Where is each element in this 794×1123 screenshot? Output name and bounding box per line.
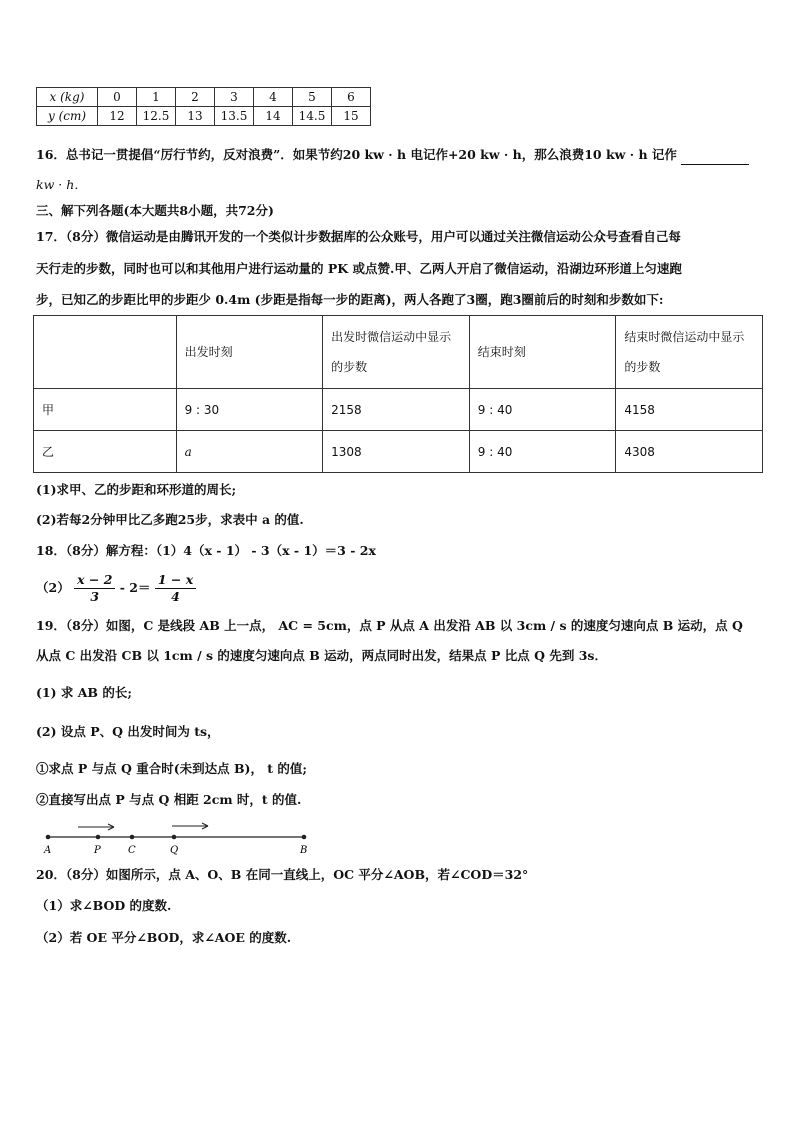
table-cell: 4308	[616, 431, 763, 473]
y-value-cell: 13.5	[215, 107, 254, 126]
part-label: （2）	[36, 580, 70, 595]
question-19-sub-1: (1) 求 AB 的长;	[36, 685, 132, 700]
question-19-line-2: 从点 C 出发沿 CB 以 1cm / s 的速度匀速向点 B 运动，两点同时出发，结果点 P 比点 Q 先到 3s．	[36, 648, 607, 663]
question-17-sub-2: (2)若每2分钟甲比乙多跑25步，求表中 a 的值.	[36, 512, 304, 527]
table-cell: 9 : 30	[176, 389, 323, 431]
y-value-cell: 12.5	[137, 107, 176, 126]
table-cell: 甲	[34, 389, 177, 431]
table-header-row	[34, 316, 763, 389]
table-header-cell: 出发时刻	[176, 316, 323, 389]
table-cell: 4158	[616, 389, 763, 431]
question-20-line-1: 20．（8分）如图所示，点 A、O、B 在同一直线上，OC 平分∠AOB，若∠COD＝32°	[36, 867, 529, 882]
table-cell: 9 : 40	[469, 431, 616, 473]
question-17-line-2: 天行走的步数，同时也可以和其他用户进行运动量的 PK 或点赞.甲、乙两人开启了微信运动，沿湖边环形道上匀速跑	[36, 261, 682, 276]
point-q	[172, 835, 177, 840]
question-17-sub-1: (1)求甲、乙的步距和环形道的周长;	[36, 482, 237, 497]
fraction-numerator: x − 2	[74, 572, 115, 589]
equation-middle: - 2＝	[119, 580, 151, 595]
question-19-sub-2a: ①求点 P 与点 Q 重合时(未到达点 B)， t 的值;	[36, 761, 308, 776]
label-p: P	[94, 845, 101, 856]
table-cell: 2158	[323, 389, 470, 431]
question-19-line-1: 19．（8分）如图，C 是线段 AB 上一点， AC = 5cm，点 P 从点 A 出发沿 AB 以 3cm / s 的速度匀速向点 B 运动，点 Q	[36, 618, 743, 633]
xy-data-table	[36, 87, 371, 126]
question-20-sub-2: （2）若 OE 平分∠BOD，求∠AOE 的度数.	[36, 930, 292, 945]
point-c	[130, 835, 135, 840]
question-16-text: 16．总书记一贯提倡“厉行节约，反对浪费”．如果节约20 kw · h 电记作+20 kw · h，那么浪费10 kw · h 记作	[36, 147, 677, 162]
table-row	[34, 389, 763, 431]
label-c: C	[128, 845, 136, 856]
table-cell: 1308	[323, 431, 470, 473]
table-header-cell: 出发时微信运动中显示的步数	[323, 316, 470, 389]
question-17-line-1: 17．（8分）微信运动是由腾讯开发的一个类似计步数据库的公众账号，用户可以通过关注微信运动公众号查看自己每	[36, 229, 681, 244]
y-value-cell: 12	[98, 107, 137, 126]
fraction-denominator: 3	[90, 589, 100, 604]
point-a	[46, 835, 51, 840]
fraction-denominator: 4	[171, 589, 180, 604]
run-data-table	[33, 315, 763, 473]
question-18-part-2	[36, 570, 766, 606]
table-header-cell: 结束时刻	[469, 316, 616, 389]
question-19-sub-2b: ②直接写出点 P 与点 Q 相距 2cm 时，t 的值.	[36, 792, 302, 807]
label-a: A	[44, 845, 52, 856]
x-value-cell: 4	[254, 88, 293, 107]
table-header-cell	[34, 316, 177, 389]
section-heading: 三、解下列各题(本大题共8小题，共72分)	[36, 203, 274, 218]
answer-blank	[681, 150, 749, 165]
x-value-cell: 5	[293, 88, 332, 107]
question-19-sub-2: (2) 设点 P、Q 出发时间为 ts，	[36, 724, 220, 739]
table-row	[37, 88, 371, 107]
line-segment-diagram	[36, 815, 326, 857]
label-q: Q	[170, 845, 179, 856]
question-18-line-1: 18．（8分）解方程：（1）4（x - 1） - 3（x - 1）＝3 - 2x	[36, 543, 376, 558]
point-p	[96, 835, 101, 840]
y-label-cell: y (cm)	[37, 107, 98, 126]
x-value-cell: 1	[137, 88, 176, 107]
x-value-cell: 6	[332, 88, 371, 107]
x-value-cell: 3	[215, 88, 254, 107]
table-row	[37, 107, 371, 126]
fraction-numerator: 1 − x	[155, 572, 196, 589]
label-b: B	[300, 845, 308, 856]
question-16-line-2: kw · h．	[36, 177, 87, 192]
x-value-cell: 2	[176, 88, 215, 107]
question-17-line-3: 步，已知乙的步距比甲的步距少 0.4m (步距是指每一步的距离)，两人各跑了3圈，跑3圈前后的时刻和步数如下:	[36, 292, 664, 307]
question-20-sub-1: （1）求∠BOD 的度数.	[36, 898, 172, 913]
point-b	[302, 835, 307, 840]
table-cell: 乙	[34, 431, 177, 473]
y-value-cell: 14.5	[293, 107, 332, 126]
fraction-1	[74, 572, 115, 605]
y-value-cell: 13	[176, 107, 215, 126]
table-row	[34, 431, 763, 473]
x-label-cell: x (kg)	[37, 88, 98, 107]
question-16-line-1	[36, 145, 766, 165]
table-cell: a	[176, 431, 323, 473]
y-value-cell: 15	[332, 107, 371, 126]
fraction-2	[155, 572, 196, 605]
table-header-cell: 结束时微信运动中显示的步数	[616, 316, 763, 389]
x-value-cell: 0	[98, 88, 137, 107]
y-value-cell: 14	[254, 107, 293, 126]
table-cell: 9 : 40	[469, 389, 616, 431]
